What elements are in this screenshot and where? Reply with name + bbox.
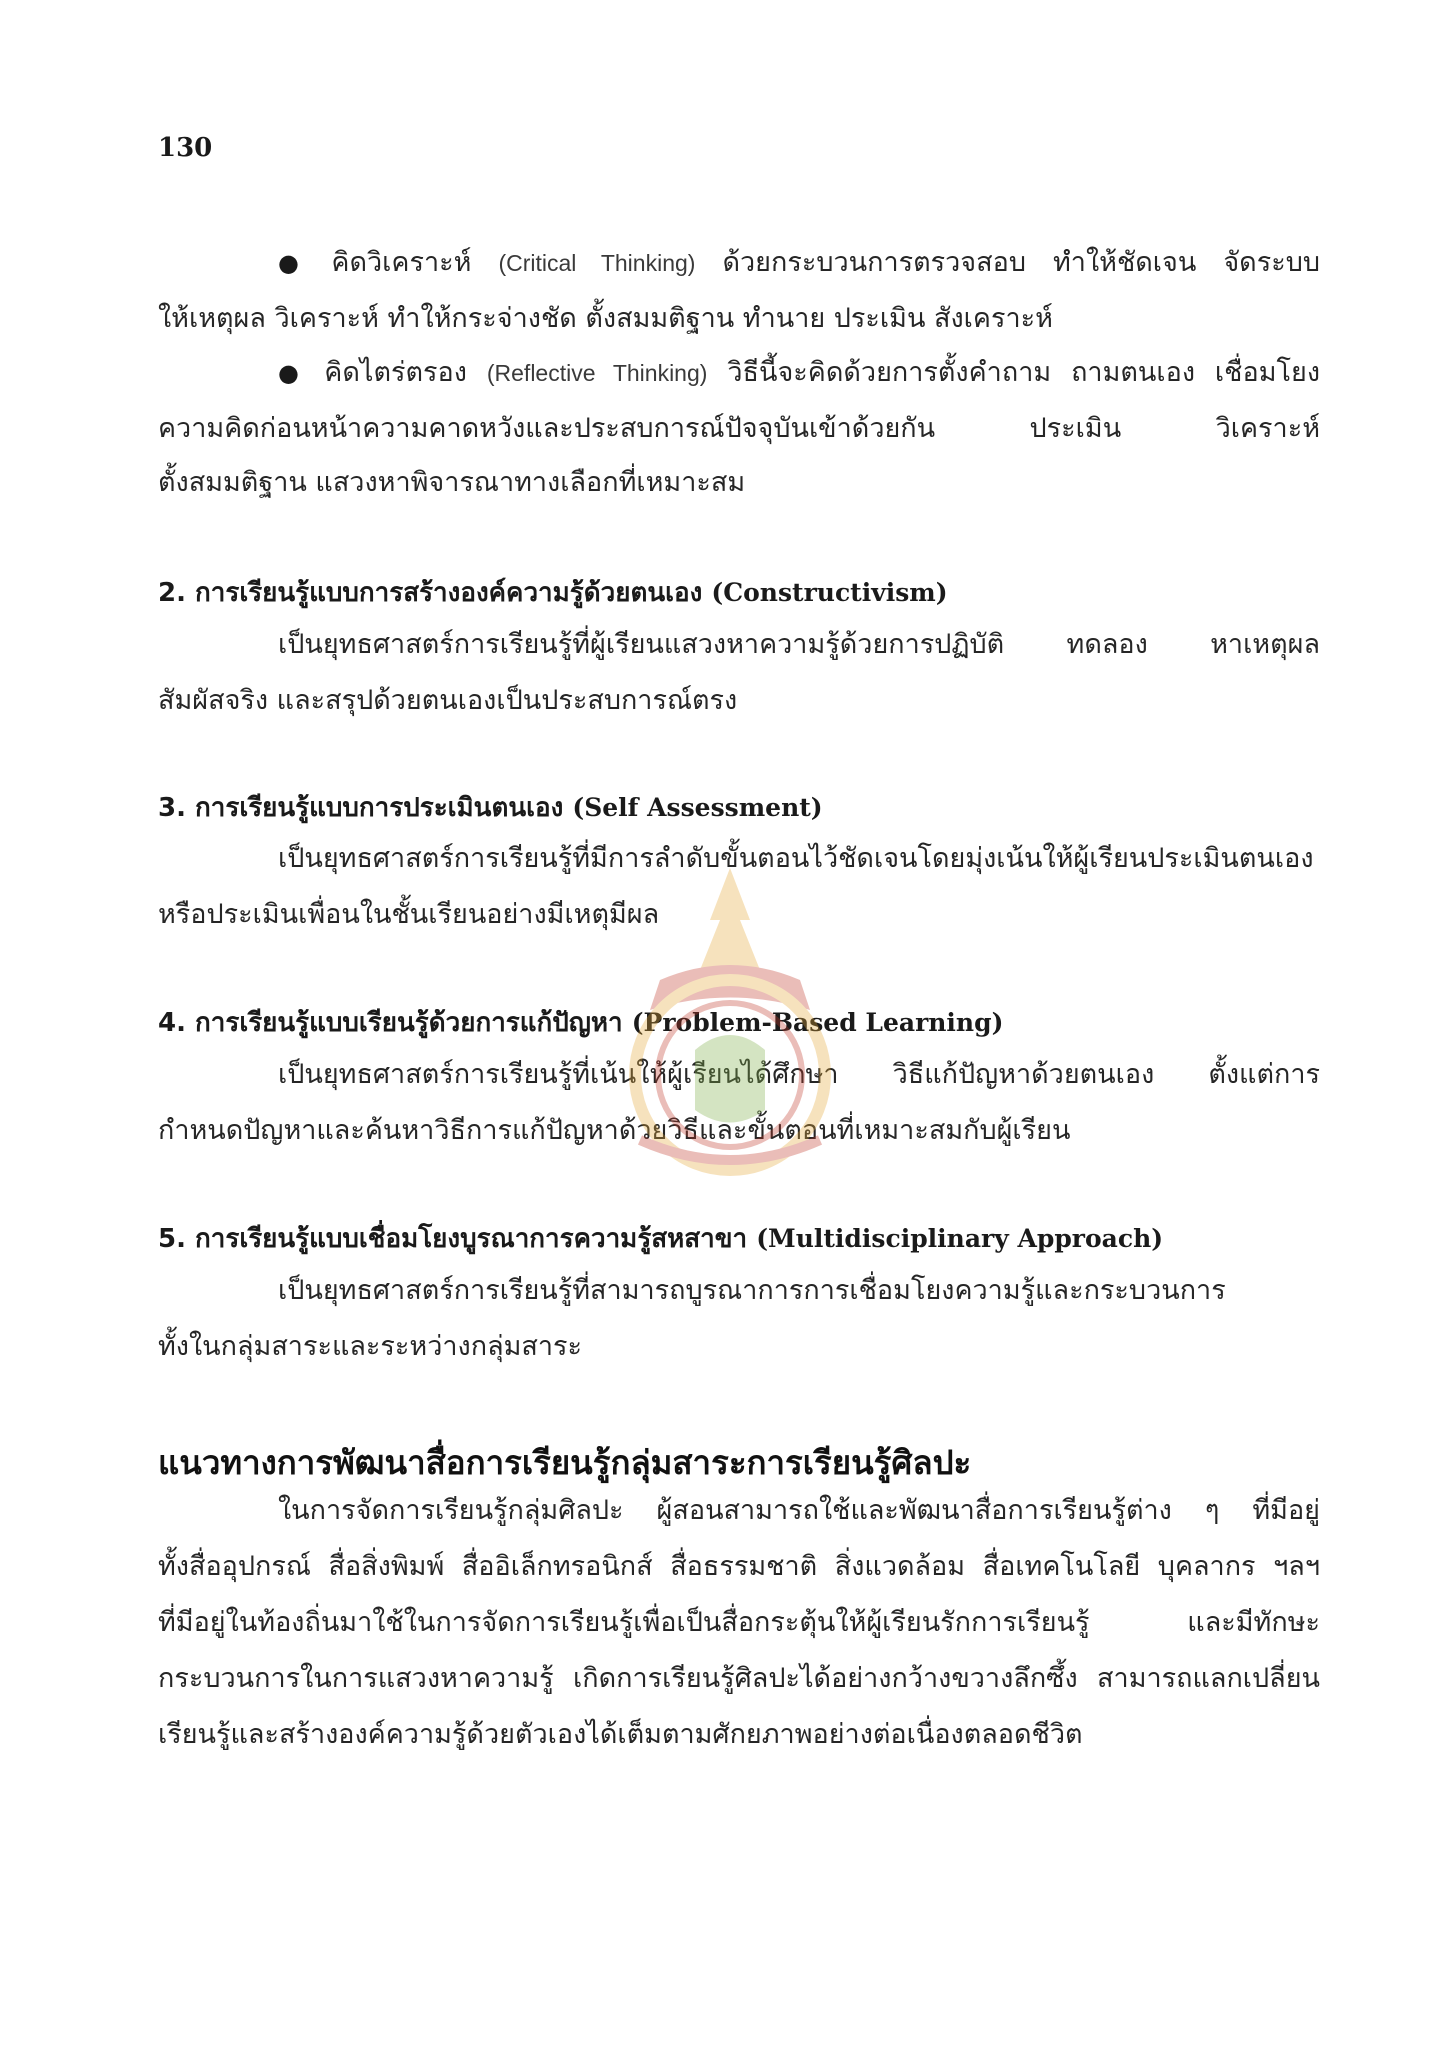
main-para-line-4: กระบวนการในการแสวงหาความรู้ เกิดการเรียนรู้ศิลปะได้อย่างกว้างขวางลึกซึ้ง สามารถแลกเปลี่ยน — [158, 1663, 1320, 1694]
bullet-1-term: คิดวิเคราะห์ — [331, 247, 499, 278]
page-number: 130 — [158, 133, 213, 163]
bullet-2-desc: วิธีนี้จะคิดด้วยการตั้งคำถาม ถามตนเอง เชื่อมโยง — [707, 357, 1320, 388]
section-3-line-1: เป็นยุทธศาสตร์การเรียนรู้ที่มีการลำดับขั้นตอนไว้ชัดเจนโดยมุ่งเน้นให้ผู้เรียนประเมินตนเอง — [278, 843, 1314, 874]
ministry-seal-icon — [600, 860, 860, 1190]
main-para-line-3: ที่มีอยู่ในท้องถิ่นมาใช้ในการจัดการเรียนรู้เพื่อเป็นสื่อกระตุ้นให้ผู้เรียนรักการเรียนรู้ และมีทักษะ — [158, 1607, 1320, 1638]
bullet-2-term: คิดไตร่ตรอง — [324, 357, 487, 388]
bullet-2-term-en: (Reflective Thinking) — [486, 360, 708, 386]
bullet-2-line-2: ความคิดก่อนหน้าความคาดหวังและประสบการณ์ปัจจุบันเข้าด้วยกัน ประเมิน วิเคราะห์ — [158, 413, 1320, 444]
section-heading-multidisciplinary: 5. การเรียนรู้แบบเชื่อมโยงบูรณาการความรู้สหสาขา (Multidisciplinary Approach) — [158, 1224, 1164, 1254]
bullet-1-term-en: (Critical Thinking) — [498, 250, 696, 276]
main-para-line-1: ในการจัดการเรียนรู้กลุ่มศิลปะ ผู้สอนสามารถใช้และพัฒนาสื่อการเรียนรู้ต่าง ๆ ที่มีอยู่ — [278, 1495, 1320, 1526]
section-heading-self-assessment: 3. การเรียนรู้แบบการประเมินตนเอง (Self Assessment) — [158, 793, 823, 823]
bullet-2-line-3: ตั้งสมมติฐาน แสวงหาพิจารณาทางเลือกที่เหมาะสม — [158, 467, 746, 498]
section-3-line-2: หรือประเมินเพื่อนในชั้นเรียนอย่างมีเหตุมีผล — [158, 899, 660, 930]
section-5-line-1: เป็นยุทธศาสตร์การเรียนรู้ที่สามารถบูรณาการการเชื่อมโยงความรู้และกระบวนการ — [278, 1275, 1226, 1306]
section-5-line-2: ทั้งในกลุ่มสาระและระหว่างกลุ่มสาระ — [158, 1331, 583, 1362]
section-2-line-2: สัมผัสจริง และสรุปด้วยตนเองเป็นประสบการณ์ตรง — [158, 685, 738, 716]
section-4-line-2: กำหนดปัญหาและค้นหาวิธีการแก้ปัญหาด้วยวิธีและขั้นตอนที่เหมาะสมกับผู้เรียน — [158, 1115, 1071, 1146]
bullet-1-desc: ด้วยกระบวนการตรวจสอบ ทำให้ชัดเจน จัดระบบ — [695, 247, 1320, 278]
section-4-line-1: เป็นยุทธศาสตร์การเรียนรู้ที่เน้นให้ผู้เรียนได้ศึกษา วิธีแก้ปัญหาด้วยตนเอง ตั้งแต่การ — [278, 1059, 1320, 1090]
bullet-1-line-2: ให้เหตุผล วิเคราะห์ ทำให้กระจ่างชัด ตั้งสมมติฐาน ทำนาย ประเมิน สังเคราะห์ — [158, 303, 1053, 334]
bullet-icon: ● — [278, 249, 318, 277]
bullet-1-line-1 — [278, 245, 1320, 281]
bullet-2-line-1 — [278, 355, 1320, 391]
main-para-line-5: เรียนรู้และสร้างองค์ความรู้ด้วยตัวเองได้เต็มตามศักยภาพอย่างต่อเนื่องตลอดชีวิต — [158, 1719, 1083, 1750]
main-para-line-2: ทั้งสื่ออุปกรณ์ สื่อสิ่งพิมพ์ สื่ออิเล็กทรอนิกส์ สื่อธรรมชาติ สิ่งแวดล้อม สื่อเทคโนโลยี บุคลากร ฯลฯ — [158, 1551, 1320, 1582]
section-heading-problem-based: 4. การเรียนรู้แบบเรียนรู้ด้วยการแก้ปัญหา (Problem-Based Learning) — [158, 1008, 1004, 1038]
main-heading: แนวทางการพัฒนาสื่อการเรียนรู้กลุ่มสาระการเรียนรู้ศิลปะ — [158, 1443, 972, 1482]
bullet-icon: ● — [278, 359, 311, 387]
section-heading-constructivism: 2. การเรียนรู้แบบการสร้างองค์ความรู้ด้วยตนเอง (Constructivism) — [158, 578, 948, 608]
section-2-line-1: เป็นยุทธศาสตร์การเรียนรู้ที่ผู้เรียนแสวงหาความรู้ด้วยการปฏิบัติ ทดลอง หาเหตุผล — [278, 629, 1320, 660]
